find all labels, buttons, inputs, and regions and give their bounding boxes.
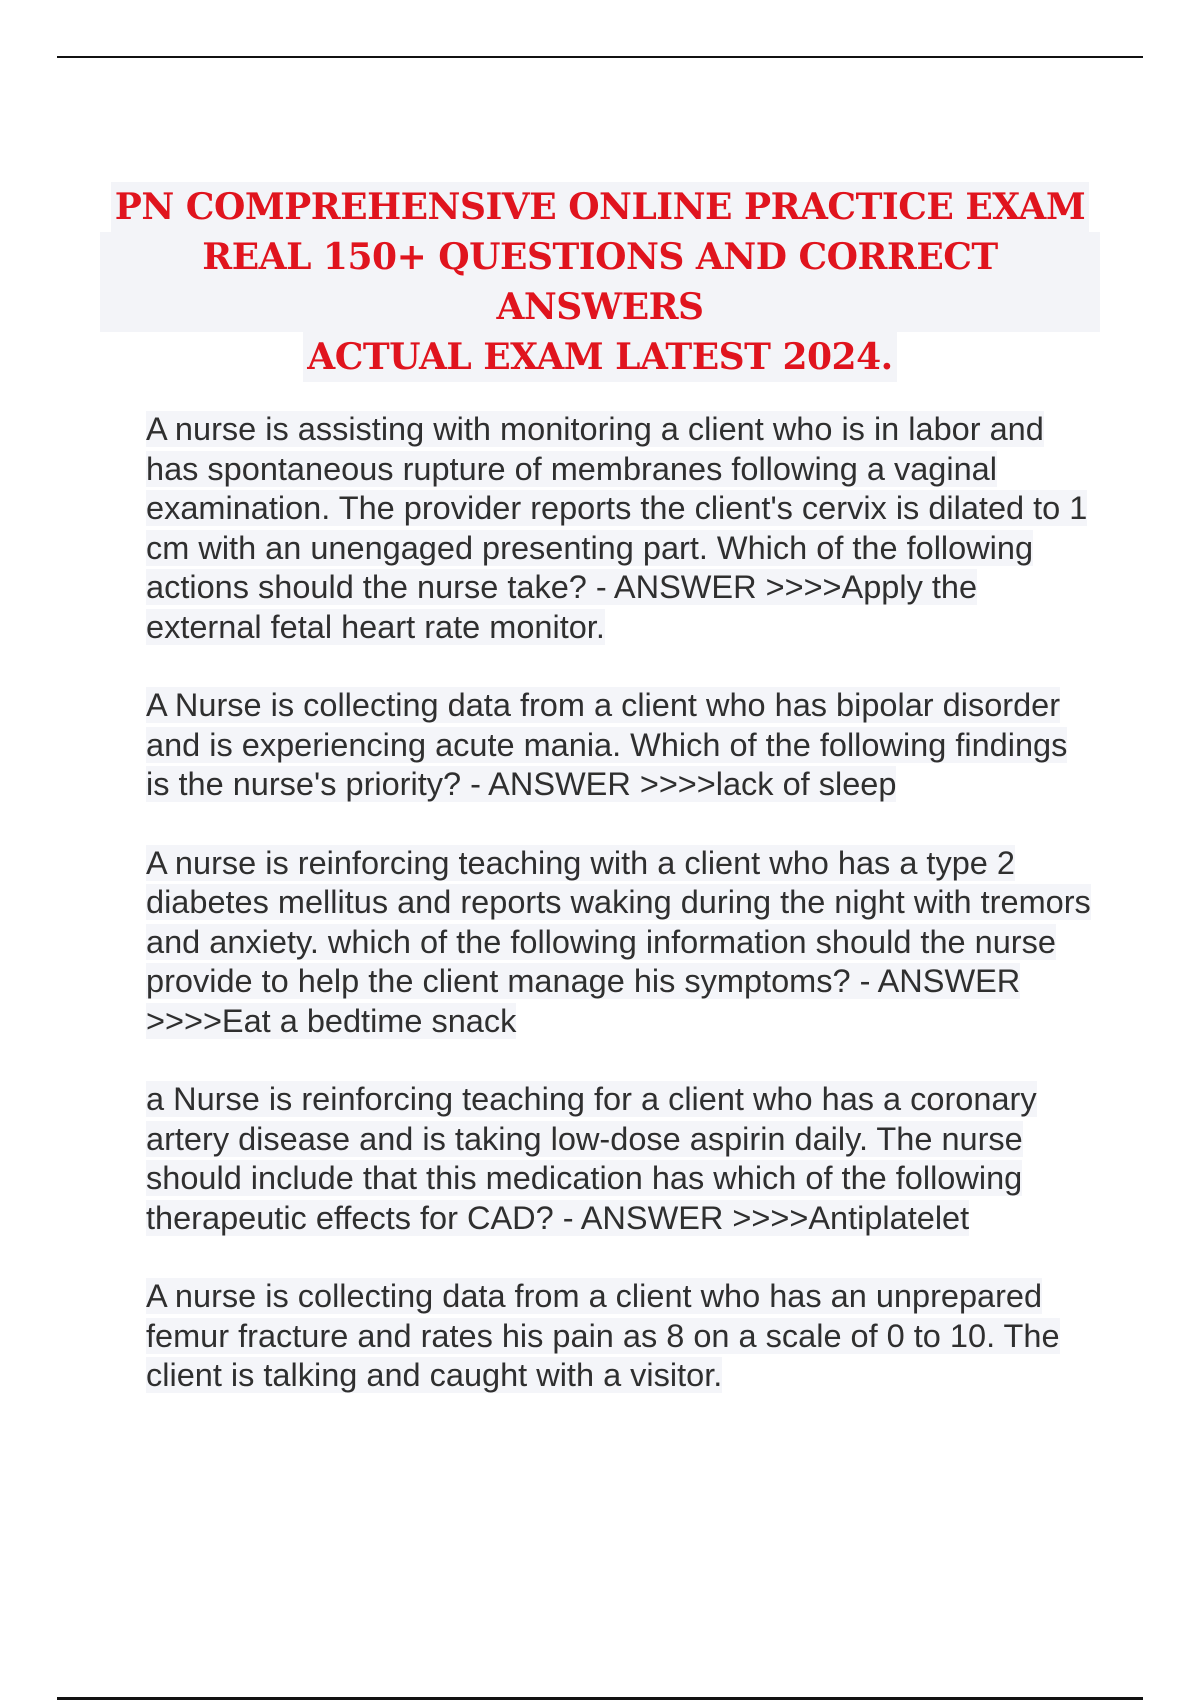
question-text: A nurse is reinforcing teaching with a client who has a type 2 diabetes mellitus and reports waking during the night with tremors and anxiety. which of the following information should the nurse provide to help the client manage his symptoms? - ANSWER >>>>Eat a bedtime snack [146, 844, 1091, 1039]
question-text: A Nurse is collecting data from a client who has bipolar disorder and is experiencing acute mania. Which of the following findings is the nurse's priority? - ANSWER >>>>lack of sleep [146, 687, 1068, 802]
title-line-2: REAL 150+ QUESTIONS AND CORRECT ANSWERS [100, 232, 1100, 332]
question-item-1 [146, 410, 1096, 647]
question-text: a Nurse is reinforcing teaching for a client who has a coronary artery disease and is taking low-dose aspirin daily. The nurse should include that this medication has which of the following therapeutic effects for CAD? - ANSWER >>>>Antiplatelet [146, 1081, 1037, 1236]
question-item-3 [146, 844, 1096, 1042]
top-divider [57, 56, 1143, 58]
title-line-3: ACTUAL EXAM LATEST 2024. [303, 332, 896, 382]
question-answer-list [146, 410, 1096, 1435]
question-item-2 [146, 686, 1096, 805]
question-item-4 [146, 1080, 1096, 1238]
question-text: A nurse is assisting with monitoring a client who is in labor and has spontaneous rupture of membranes following a vaginal examination. The provider reports the client's cervix is dilated to 1 cm with an unengaged presenting part. Which of the following actions should the nurse take? - ANSWER >>>>Apply the external fetal heart rate monitor. [146, 411, 1088, 645]
question-text: A nurse is collecting data from a client who has an unprepared femur fracture and rates his pain as 8 on a scale of 0 to 10. The client is talking and caught with a visitor. [146, 1278, 1060, 1393]
document-title [100, 182, 1100, 382]
question-item-5 [146, 1277, 1096, 1396]
title-line-1: PN COMPREHENSIVE ONLINE PRACTICE EXAM [111, 182, 1089, 232]
